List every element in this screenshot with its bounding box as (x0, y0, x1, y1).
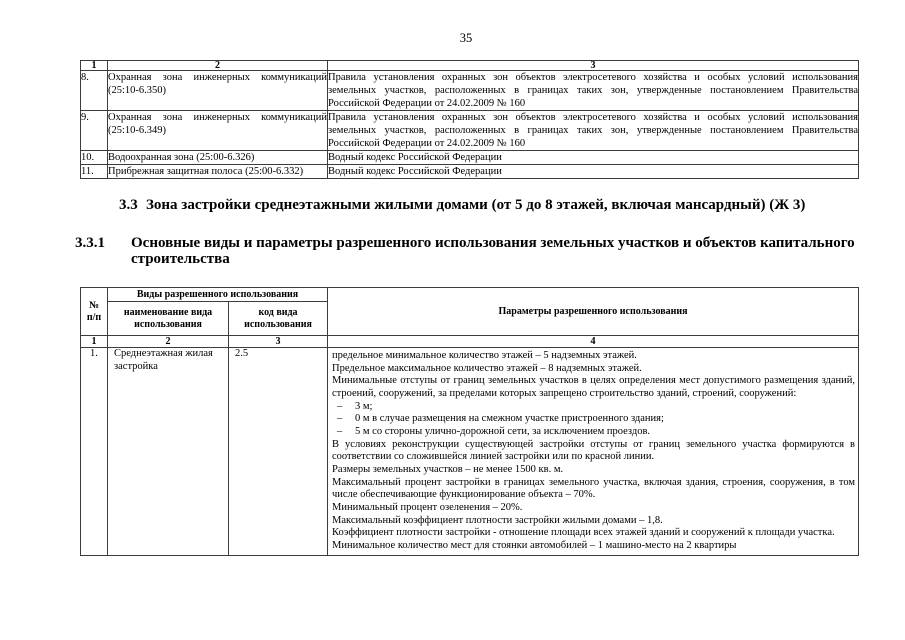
table-header-row (81, 61, 859, 71)
table-header-row (81, 288, 859, 302)
section-number: 3.3 (119, 197, 138, 213)
zone-name: Прибрежная защитная полоса (25:00-6.332) (108, 165, 328, 179)
parameter-paragraph: предельное минимальное количество этажей – 5 надземных этажей. (332, 350, 637, 361)
page-number: 35 (459, 31, 473, 45)
parameter-list-item (332, 426, 855, 439)
parameter-paragraph: Минимальные отступы от границ земельных участков в целях определения мест допустимого размещения зданий, строений, сооружений, за пределами которых запрещено строительство зданий, строений, сооружений: (332, 375, 856, 399)
row-number: 9. (81, 111, 108, 151)
row-number: 10. (81, 151, 108, 165)
subsection-heading (75, 235, 867, 267)
parameter-paragraph: Максимальный коэффициент плотности застройки жилыми домами – 1,8. (332, 514, 663, 526)
column-numbers-row (81, 336, 859, 348)
subsection-number: 3.3.1 (75, 235, 105, 251)
column-number: 4 (328, 336, 859, 348)
row-number: 8. (81, 71, 108, 111)
parameter-list-item (332, 401, 855, 414)
use-code: 2.5 (229, 348, 328, 556)
column-number: 3 (229, 336, 328, 348)
use-name-column-header: наименование вида использования (108, 302, 229, 336)
section-title: Зона застройки среднеэтажными жилыми домами (от 5 до 8 этажей, включая мансардный) (Ж 3) (146, 197, 806, 213)
table-row (81, 348, 859, 556)
table-row (81, 111, 859, 151)
column-number: 1 (81, 336, 108, 348)
table-row (81, 151, 859, 165)
row-number: 1. (81, 348, 108, 556)
dash-marker: – (337, 425, 343, 437)
number-sign: № (88, 300, 100, 311)
list-item-text: 3 м; (355, 400, 373, 412)
number-column-header (81, 288, 108, 336)
list-item-text: 0 м в случае размещения на смежном участке пристроенного здания; (355, 413, 664, 425)
use-name: Среднеэтажная жилая застройка (108, 348, 229, 556)
table-row (81, 71, 859, 111)
parameters-cell (328, 348, 859, 556)
use-code-column-header: код вида использования (229, 302, 328, 336)
subsection-title: Основные виды и параметры разрешенного использования земельных участков и объектов капитального строительства (131, 235, 855, 267)
table-row (81, 165, 859, 179)
restrictions-table (80, 60, 859, 179)
legal-basis: Правила установления охранных зон объектов электросетевого хозяйства и особых условий использования земельных участков, расположенных в границах таких зон, утвержденные постановлением Правительства Российской Федерации от 24.02.2009 № 160 (328, 112, 858, 149)
parameter-paragraph: Минимальное количество мест для стоянки автомобилей – 1 машино-место на 2 квартиры (332, 539, 737, 551)
parameter-paragraph: Максимальный процент застройки в границах земельного участка, включая здания, строения, сооружения, в том числе обеспечивающие функционирование объекта – 70%. (332, 476, 856, 501)
zone-name: Водоохранная зона (25:00-6.326) (108, 151, 328, 165)
number-abbreviation: п/п (86, 311, 102, 323)
dash-marker: – (337, 400, 343, 412)
permitted-use-table (80, 287, 859, 556)
zone-name: Охранная зона инженерных коммуникаций (25:10-6.349) (108, 111, 328, 151)
parameters-column-header: Параметры разрешенного использования (328, 288, 859, 336)
legal-basis: Правила установления охранных зон объектов электросетевого хозяйства и особых условий использования земельных участков, расположенных в границах таких зон, утвержденные постановлением Правительства Российской Федерации от 24.02.2009 № 160 (328, 72, 858, 109)
parameter-paragraph: Коэффициент плотности застройки - отношение площади всех этажей зданий и сооружений к площади участка. (332, 527, 835, 539)
row-number: 11. (81, 165, 108, 179)
parameter-paragraph: В условиях реконструкции существующей застройки отступы от границ земельного участка формируются в соответствии со сложившейся линией застройки или по красной линии. (332, 438, 856, 463)
parameter-paragraph: Минимальный процент озеленения – 20%. (332, 501, 523, 513)
list-item-text: 5 м со стороны улично-дорожной сети, за исключением проездов. (355, 425, 651, 437)
column-number: 2 (108, 61, 328, 71)
section-heading (119, 197, 805, 214)
parameter-list-item (332, 413, 855, 426)
parameter-paragraph: Предельное максимальное количество этажей – 8 надземных этажей. (332, 362, 642, 374)
column-number: 1 (81, 61, 108, 71)
legal-basis: Водный кодекс Российской Федерации (328, 151, 859, 165)
use-types-group-header: Виды разрешенного использования (108, 288, 328, 302)
column-number: 2 (108, 336, 229, 348)
parameter-paragraph: Размеры земельных участков – не менее 1500 кв. м. (332, 463, 564, 475)
column-number: 3 (328, 61, 859, 71)
dash-marker: – (337, 413, 343, 425)
legal-basis: Водный кодекс Российской Федерации (328, 165, 859, 179)
zone-name: Охранная зона инженерных коммуникаций (25:10-6.350) (108, 71, 328, 111)
